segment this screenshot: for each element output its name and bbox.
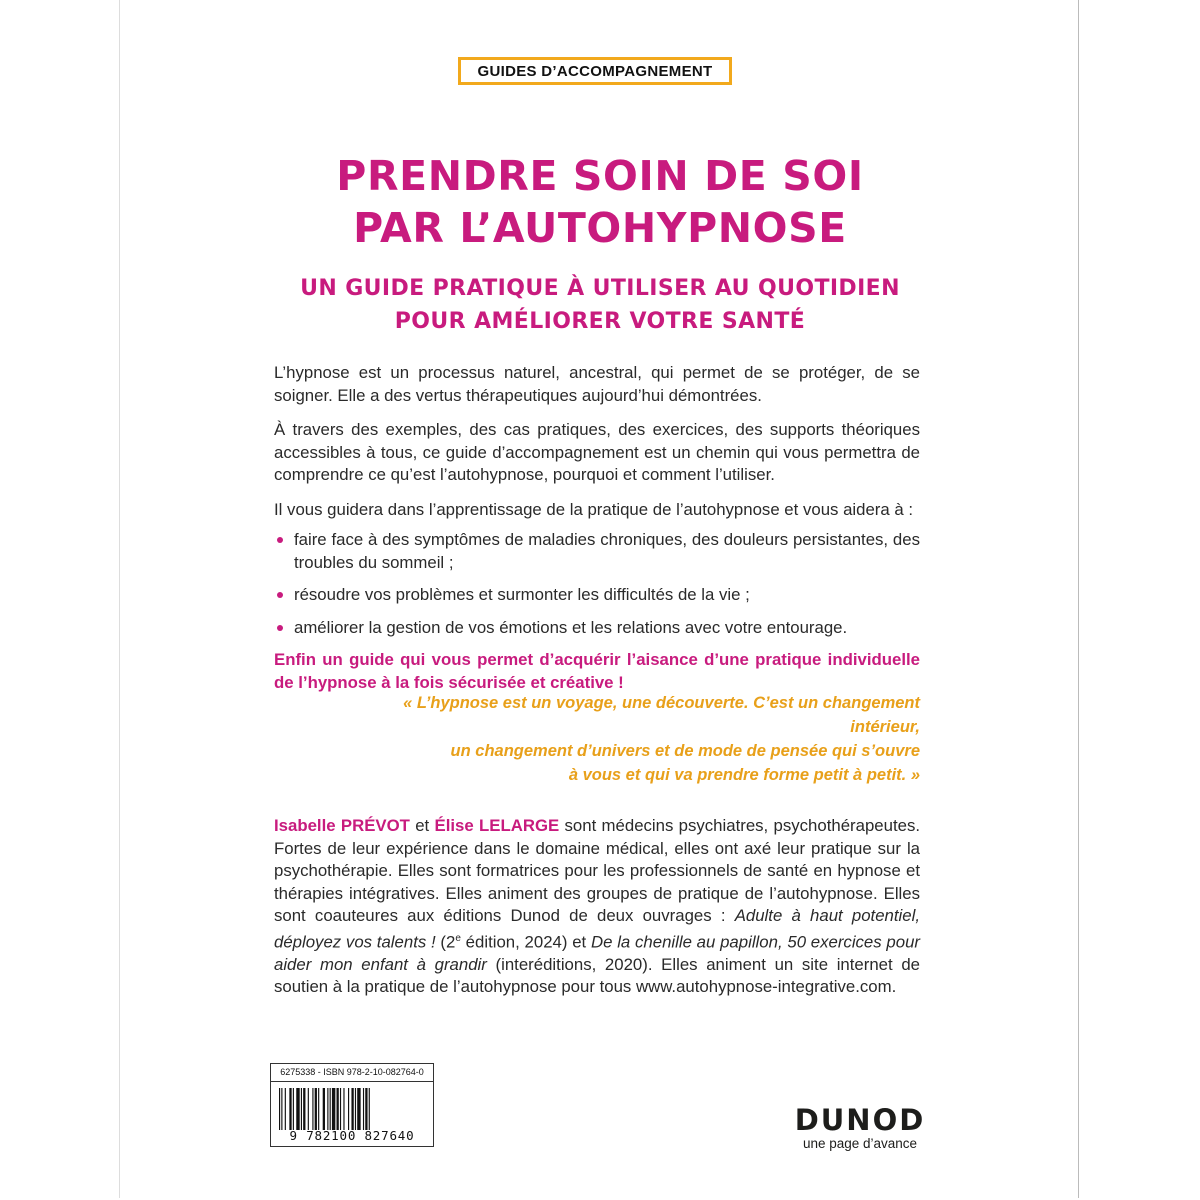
barcode-bar <box>355 1088 356 1130</box>
barcode-bar <box>343 1088 344 1130</box>
barcode-bar <box>301 1088 302 1130</box>
book-title-2: De la chenille au papillon, 50 exercices pour aider mon enfant à grandir <box>274 932 920 974</box>
publisher-name: DUNOD <box>794 1103 926 1137</box>
barcode-bar <box>332 1088 335 1130</box>
bullet-icon <box>277 537 283 543</box>
list-item <box>274 617 920 640</box>
book-subtitle <box>230 272 970 338</box>
barcode-digits: 9 782100 827640 <box>289 1128 415 1143</box>
barcode-bar <box>327 1088 328 1130</box>
quote-line: un changement d’univers et de mode de pensée qui s’ouvre <box>450 742 920 760</box>
barcode-bar <box>303 1088 305 1130</box>
intro-paragraph-1: L’hypnose est un processus naturel, ancestral, qui permet de se protéger, de se soigner. Elle a des vertus thérapeutiques aujourd’hui démontrées. <box>274 363 920 405</box>
author-bio-text: édition, 2024) et <box>460 932 591 952</box>
barcode-bar <box>323 1088 325 1130</box>
isbn-barcode-block <box>270 1063 434 1147</box>
author-name-2: Élise LELARGE <box>434 816 560 835</box>
book-title-1: Adulte à haut potentiel, déployez vos talents ! <box>274 906 921 952</box>
publisher-tagline: une page d’avance <box>802 1136 918 1151</box>
edition-sup: e <box>455 932 461 944</box>
subtitle-line-2: POUR AMÉLIORER VOTRE SANTÉ <box>394 309 806 334</box>
barcode-bar <box>357 1088 360 1130</box>
barcode-bar <box>315 1088 317 1130</box>
title-line-1: PRENDRE SOIN DE SOI <box>336 152 864 200</box>
author-bio-text: (interéditions, 2020). Elles animent un site internet de soutien à la pratique de l’autohypnose pour tous www.autohypnose-integrative.com. <box>274 954 920 997</box>
list-item-text: résoudre vos problèmes et surmonter les difficultés de la vie ; <box>294 585 750 604</box>
publisher-logo <box>790 1104 930 1151</box>
barcode-bar <box>281 1088 282 1130</box>
title-line-2: PAR L’AUTOHYPNOSE <box>353 204 847 252</box>
barcode-bar <box>285 1088 286 1130</box>
barcode-bar <box>340 1088 341 1130</box>
subtitle-line-1: UN GUIDE PRATIQUE À UTILISER AU QUOTIDIEN <box>300 276 900 301</box>
barcode-bar <box>312 1088 313 1130</box>
barcode-bar <box>308 1088 309 1130</box>
author-bio-text: sont médecins psychiatres, psychothérapeutes. Fortes de leur expérience dans le domaine médical, elles ont axé leur pratique sur la psychothérapie. Elles sont formatrices pour les professionnels de santé en hypnose et thérapies intégratives. Elles animent des groupes de pratique de l’autohypnose. Elles sont coauteures aux éditions Dunod de deux ouvrages : <box>274 816 920 925</box>
list-item-text: faire face à des symptômes de maladies chroniques, des douleurs persistantes, des troubles du sommeil ; <box>294 530 920 572</box>
list-item <box>274 529 920 574</box>
intro-paragraph-2: À travers des exemples, des cas pratiques, des exercices, des supports théoriques accessibles à tous, ce guide d’accompagnement est un chemin qui vous permettra de comprendre ce qu’est l’autohypnose, pourquoi et comment l’utiliser. <box>274 420 920 484</box>
barcode-bar <box>369 1088 370 1130</box>
quote <box>330 691 920 787</box>
barcode <box>277 1088 427 1130</box>
isbn-number: 6275338 - ISBN 978-2-10-082764-0 <box>271 1064 433 1082</box>
author-bio-text: et <box>409 816 435 835</box>
book-title <box>250 150 950 254</box>
barcode-bar <box>293 1088 294 1130</box>
barcode-bar <box>330 1088 331 1130</box>
benefits-list <box>274 529 920 639</box>
quote-line: à vous et qui va prendre forme petit à petit. » <box>568 766 920 784</box>
series-label: GUIDES D’ACCOMPAGNEMENT <box>458 57 732 85</box>
barcode-bar <box>351 1088 353 1130</box>
barcode-bar <box>318 1088 319 1130</box>
quote-line: « L’hypnose est un voyage, une découverte. C’est un changement intérieur, <box>403 694 920 736</box>
barcode-bar <box>363 1088 364 1130</box>
barcode-bar <box>365 1088 367 1130</box>
bullet-icon <box>277 625 283 631</box>
author-bio <box>274 815 920 999</box>
barcode-bar <box>337 1088 339 1130</box>
list-item <box>274 584 920 607</box>
barcode-bar <box>296 1088 299 1130</box>
bullet-icon <box>277 592 283 598</box>
barcode-bar <box>348 1088 349 1130</box>
blurb <box>274 362 920 706</box>
author-bio-text: (2 <box>435 932 456 952</box>
highlight-paragraph: Enfin un guide qui vous permet d’acquérir l’aisance d’une pratique individuelle de l’hypnose à la fois sécurisée et créative ! <box>274 650 920 692</box>
author-name-1: Isabelle PRÉVOT <box>274 816 410 835</box>
barcode-bar <box>279 1088 280 1130</box>
intro-paragraph-3: Il vous guidera dans l’apprentissage de la pratique de l’autohypnose et vous aidera à : <box>274 499 914 519</box>
barcode-bar <box>289 1088 291 1130</box>
list-item-text: améliorer la gestion de vos émotions et les relations avec votre entourage. <box>294 617 848 637</box>
